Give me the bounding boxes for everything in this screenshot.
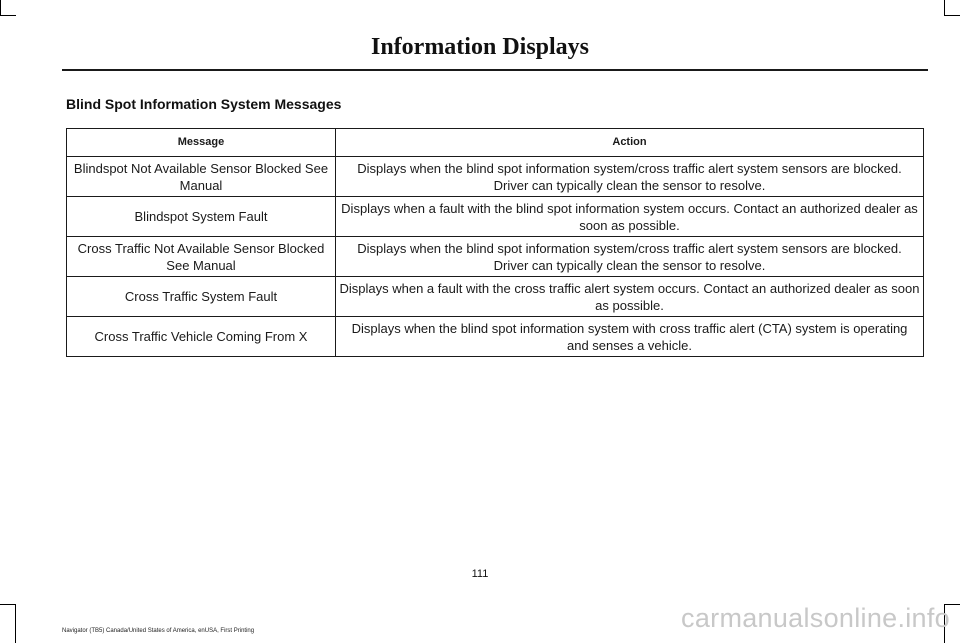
watermark-logo: carmanualsonline.info	[681, 603, 950, 633]
section-heading: Blind Spot Information System Messages	[66, 96, 342, 112]
crop-mark-top-right	[944, 0, 945, 16]
table-row	[67, 277, 924, 317]
crop-mark-top-left	[0, 15, 16, 16]
action-cell: Displays when the blind spot information system with cross traffic alert (CTA) system is operating and senses a vehicle.	[336, 317, 924, 357]
action-cell: Displays when a fault with the blind spot information system occurs. Contact an authorized dealer as soon as possible.	[336, 197, 924, 237]
message-cell: Cross Traffic Vehicle Coming From X	[67, 317, 336, 357]
column-header-action: Action	[336, 129, 924, 157]
action-cell: Displays when a fault with the cross traffic alert system occurs. Contact an authorized dealer as soon as possible.	[336, 277, 924, 317]
table-row	[67, 317, 924, 357]
message-cell: Blindspot Not Available Sensor Blocked See Manual	[67, 157, 336, 197]
crop-mark-bottom-left	[15, 604, 16, 643]
table-row	[67, 237, 924, 277]
message-cell: Cross Traffic Not Available Sensor Blocked See Manual	[67, 237, 336, 277]
crop-mark-bottom-left	[0, 604, 16, 605]
page-title: Information Displays	[370, 34, 590, 60]
footer-text: Navigator (TB5) Canada/United States of America, enUSA, First Printing	[62, 628, 255, 634]
action-cell: Displays when the blind spot information system/cross traffic alert system sensors are blocked. Driver can typically clean the sensor to resolve.	[336, 157, 924, 197]
table-row	[67, 157, 924, 197]
page-number: 111	[471, 568, 489, 580]
crop-mark-top-right	[944, 15, 960, 16]
messages-table	[66, 128, 924, 357]
table-header-row	[67, 129, 924, 157]
action-cell: Displays when the blind spot information system/cross traffic alert system sensors are blocked. Driver can typically clean the sensor to resolve.	[336, 237, 924, 277]
header-divider	[62, 69, 928, 71]
table-row	[67, 197, 924, 237]
crop-mark-top-left	[0, 0, 1, 16]
column-header-message: Message	[67, 129, 336, 157]
message-cell: Cross Traffic System Fault	[67, 277, 336, 317]
message-cell: Blindspot System Fault	[67, 197, 336, 237]
